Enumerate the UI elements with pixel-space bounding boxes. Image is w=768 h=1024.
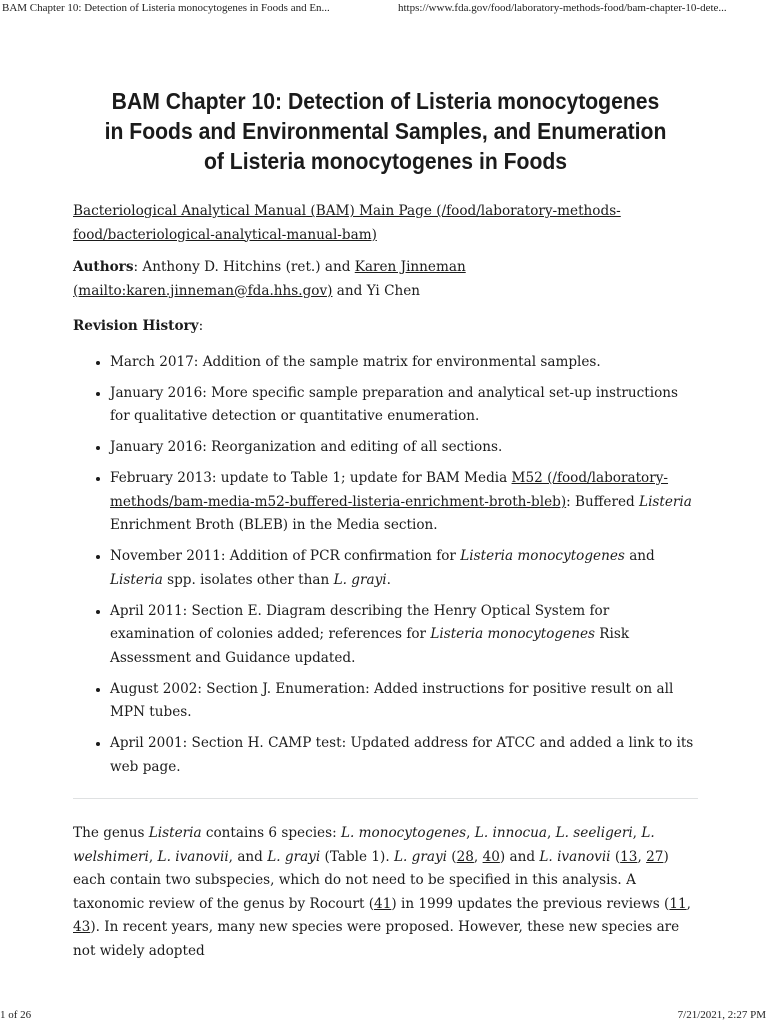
article-content xyxy=(73,86,698,963)
reference-link-43[interactable]: 43 xyxy=(73,919,91,935)
main-page-link-paragraph xyxy=(73,200,698,247)
revision-item: • August 2002: Section J. Enumeration: Added instructions for positive result on all MPN tubes. xyxy=(110,678,698,725)
print-date: 7/21/2021, 2:27 PM xyxy=(677,1009,766,1021)
print-header-url: https://www.fda.gov/food/laboratory-methods-food/bam-chapter-10-dete... xyxy=(398,2,727,14)
bam-main-page-link[interactable]: Bacteriological Analytical Manual (BAM) Main Page (/food/laboratory-methods-food/bacteriological-analytical-manual-bam) xyxy=(73,203,621,243)
revision-history-label: Revision History xyxy=(73,318,199,334)
section-divider xyxy=(73,798,698,799)
karen-jinneman-email-link[interactable]: Karen Jinneman (mailto:karen.jinneman@fda.hhs.gov) xyxy=(73,259,466,299)
revision-item: • April 2011: Section E. Diagram describing the Henry Optical System for examination of colonies added; references for Listeria monocytogenes Risk Assessment and Guidance updated. xyxy=(110,600,698,671)
revision-item: • April 2001: Section H. CAMP test: Updated address for ATCC and added a link to its web page. xyxy=(110,732,698,779)
reference-link-11[interactable]: 11 xyxy=(669,895,687,912)
page-number: 1 of 26 xyxy=(0,1009,32,1021)
reference-link-13[interactable]: 13 xyxy=(620,848,638,865)
print-header-title: BAM Chapter 10: Detection of Listeria monocytogenes in Foods and En... xyxy=(2,2,330,14)
revision-item: • November 2011: Addition of PCR confirmation for Listeria monocytogenes and Listeria spp. isolates other than L. grayi. xyxy=(110,545,698,592)
intro-paragraph: The genus Listeria contains 6 species: L. monocytogenes, L. innocua, L. seeligeri, L. welshimeri, L. ivanovii, and L. grayi (Table 1). L. grayi (28, 40) and L. ivanovii (13, 27) each contain two subspecies, which do not need to be specified in this analysis. A taxonomic review of the genus by Rocourt (41) in 1999 updates the previous reviews (11, 43). In recent years, many new species were proposed. However, these new species are not widely adopted xyxy=(73,825,691,959)
authors-label: Authors xyxy=(73,259,134,275)
reference-link-41[interactable]: 41 xyxy=(374,895,392,912)
revision-item: • March 2017: Addition of the sample matrix for environmental samples. xyxy=(110,351,698,375)
authors-line xyxy=(73,256,698,303)
revision-item: • January 2016: More specific sample preparation and analytical set-up instructions for qualitative detection or quantitative enumeration. xyxy=(110,382,698,429)
print-header xyxy=(0,0,768,18)
authors-text: : Anthony D. Hitchins (ret.) and xyxy=(133,259,355,275)
print-footer xyxy=(0,1006,768,1022)
bam-media-m52-link[interactable]: M52 (/food/laboratory-methods/bam-media-m52-buffered-listeria-enrichment-broth-bleb) xyxy=(110,470,669,510)
revision-item: • February 2013: update to Table 1; update for BAM Media M52 (/food/laboratory-methods/bam-media-m52-buffered-listeria-enrichment-broth-bleb): Buffered Listeria Enrichment Broth (BLEB) in the Media section. xyxy=(110,467,698,538)
revision-item: • January 2016: Reorganization and editing of all sections. xyxy=(110,436,698,460)
authors-tail: and Yi Chen xyxy=(332,282,421,299)
page-title: BAM Chapter 10: Detection of Listeria monocytogenes in Foods and Environmental Samples, and Enumeration of Listeria monocytogenes in Foods xyxy=(104,88,667,174)
reference-link-28[interactable]: 28 xyxy=(456,848,474,865)
reference-link-27[interactable]: 27 xyxy=(646,848,664,865)
revision-history-list xyxy=(73,351,698,780)
reference-link-40[interactable]: 40 xyxy=(482,848,500,865)
revision-history-heading: Revision History: xyxy=(73,318,204,334)
